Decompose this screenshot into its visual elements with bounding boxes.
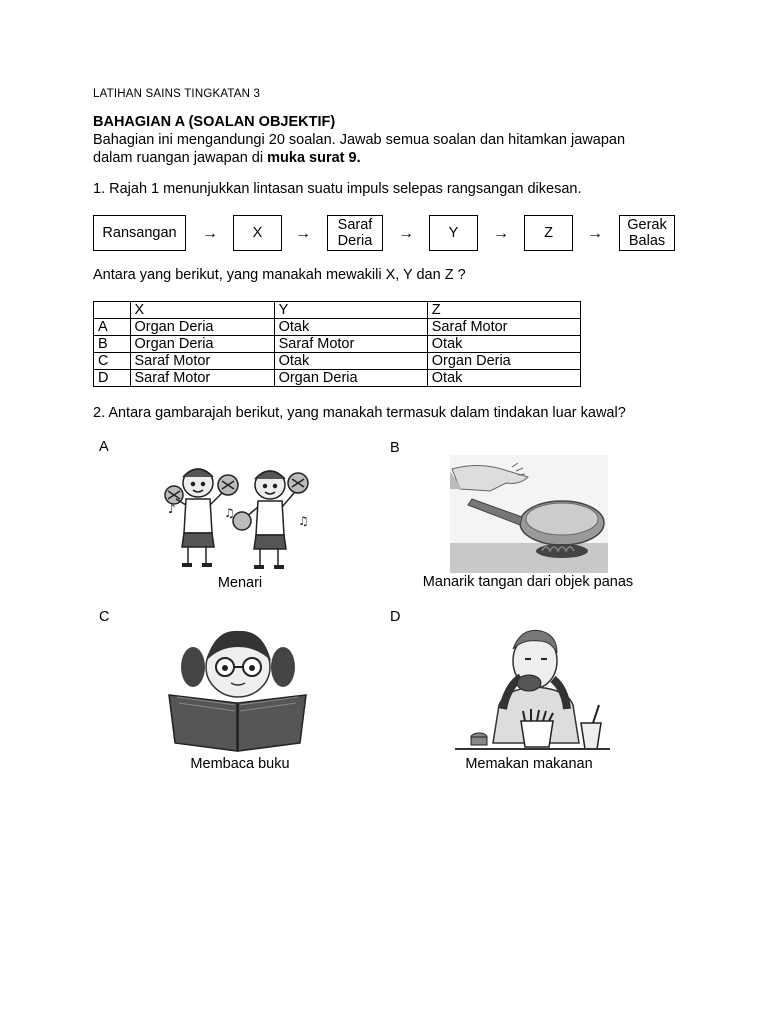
flow-arrow-icon: → <box>587 225 603 242</box>
answer-options-table <box>93 301 581 387</box>
flow-box-gerak-balas <box>619 215 675 251</box>
flow-arrow-icon: → <box>398 225 414 242</box>
table-cell: A <box>94 319 131 336</box>
intro-line-1: Bahagian ini mengandungi 20 soalan. Jawab semua soalan dan hitamkan jawapan <box>93 132 626 148</box>
table-cell: Saraf Motor <box>427 319 580 336</box>
table-cell: Otak <box>274 319 427 336</box>
option-letter-d: D <box>390 609 401 625</box>
table-cell: Organ Deria <box>427 353 580 370</box>
svg-text:♫: ♫ <box>224 506 235 520</box>
question-2-text: 2. Antara gambarajah berikut, yang manakah termasuk dalam tindakan luar kawal? <box>93 405 626 421</box>
flow-box-saraf-deria <box>327 215 383 251</box>
table-header-cell: X <box>130 302 274 319</box>
flow-arrow-icon: → <box>295 225 311 242</box>
flow-box-x-label: X <box>252 225 263 241</box>
dancing-children-icon <box>160 455 320 575</box>
hand-hot-pan-icon <box>450 455 608 573</box>
table-header-cell: Z <box>427 302 580 319</box>
man-eating-icon <box>455 625 610 753</box>
table-cell: Otak <box>274 353 427 370</box>
flow-box-z <box>524 215 573 251</box>
table-cell: C <box>94 353 131 370</box>
girl-reading-book-icon <box>165 625 310 753</box>
option-caption-a: Menari <box>217 575 263 591</box>
table-cell: Saraf Motor <box>130 370 274 387</box>
table-cell: D <box>94 370 131 387</box>
option-caption-c: Membaca buku <box>190 756 290 772</box>
table-cell: B <box>94 336 131 353</box>
table-cell: Organ Deria <box>274 370 427 387</box>
flow-box-y-label: Y <box>448 225 459 241</box>
table-header-cell <box>94 302 131 319</box>
table-cell: Organ Deria <box>130 319 274 336</box>
svg-text:♫: ♫ <box>298 514 309 528</box>
table-row <box>94 319 581 336</box>
question-1-ask: Antara yang berikut, yang manakah mewakili X, Y dan Z ? <box>93 267 466 283</box>
flow-box-y <box>429 215 478 251</box>
table-row <box>94 353 581 370</box>
document-header: LATIHAN SAINS TINGKATAN 3 <box>93 88 261 100</box>
table-header-cell: Y <box>274 302 427 319</box>
table-cell: Organ Deria <box>130 336 274 353</box>
intro-line-2-bold: muka surat 9. <box>267 150 361 166</box>
table-row <box>94 370 581 387</box>
option-letter-c: C <box>99 609 110 625</box>
flow-box-gerak-balas-line2: Balas <box>628 233 666 249</box>
flow-box-x <box>233 215 282 251</box>
table-header-row <box>94 302 581 319</box>
intro-line-2-text: dalam ruangan jawapan di <box>93 150 268 166</box>
table-cell: Otak <box>427 370 580 387</box>
flow-box-ransangan-label: Ransangan <box>102 225 177 241</box>
flow-box-ransangan <box>93 215 186 251</box>
table-row <box>94 336 581 353</box>
section-intro <box>93 131 693 167</box>
flow-arrow-icon: → <box>202 225 218 242</box>
table-cell: Saraf Motor <box>130 353 274 370</box>
option-letter-a: A <box>99 439 109 455</box>
option-caption-b: Manarik tangan dari objek panas <box>422 574 634 590</box>
table-cell: Otak <box>427 336 580 353</box>
flow-box-saraf-deria-line2: Deria <box>337 233 373 249</box>
flow-box-z-label: Z <box>544 225 553 241</box>
flow-box-saraf-deria-line1: Saraf <box>337 217 373 233</box>
intro-line-2 <box>93 149 693 167</box>
section-title: BAHAGIAN A (SOALAN OBJEKTIF) <box>93 114 336 130</box>
question-1-text: 1. Rajah 1 menunjukkan lintasan suatu impuls selepas rangsangan dikesan. <box>93 181 582 197</box>
option-caption-d: Memakan makanan <box>465 756 593 772</box>
flow-box-gerak-balas-line1: Gerak <box>627 217 667 233</box>
svg-text:♪: ♪ <box>168 502 176 516</box>
table-cell: Saraf Motor <box>274 336 427 353</box>
option-letter-b: B <box>390 440 400 456</box>
flow-arrow-icon: → <box>493 225 509 242</box>
